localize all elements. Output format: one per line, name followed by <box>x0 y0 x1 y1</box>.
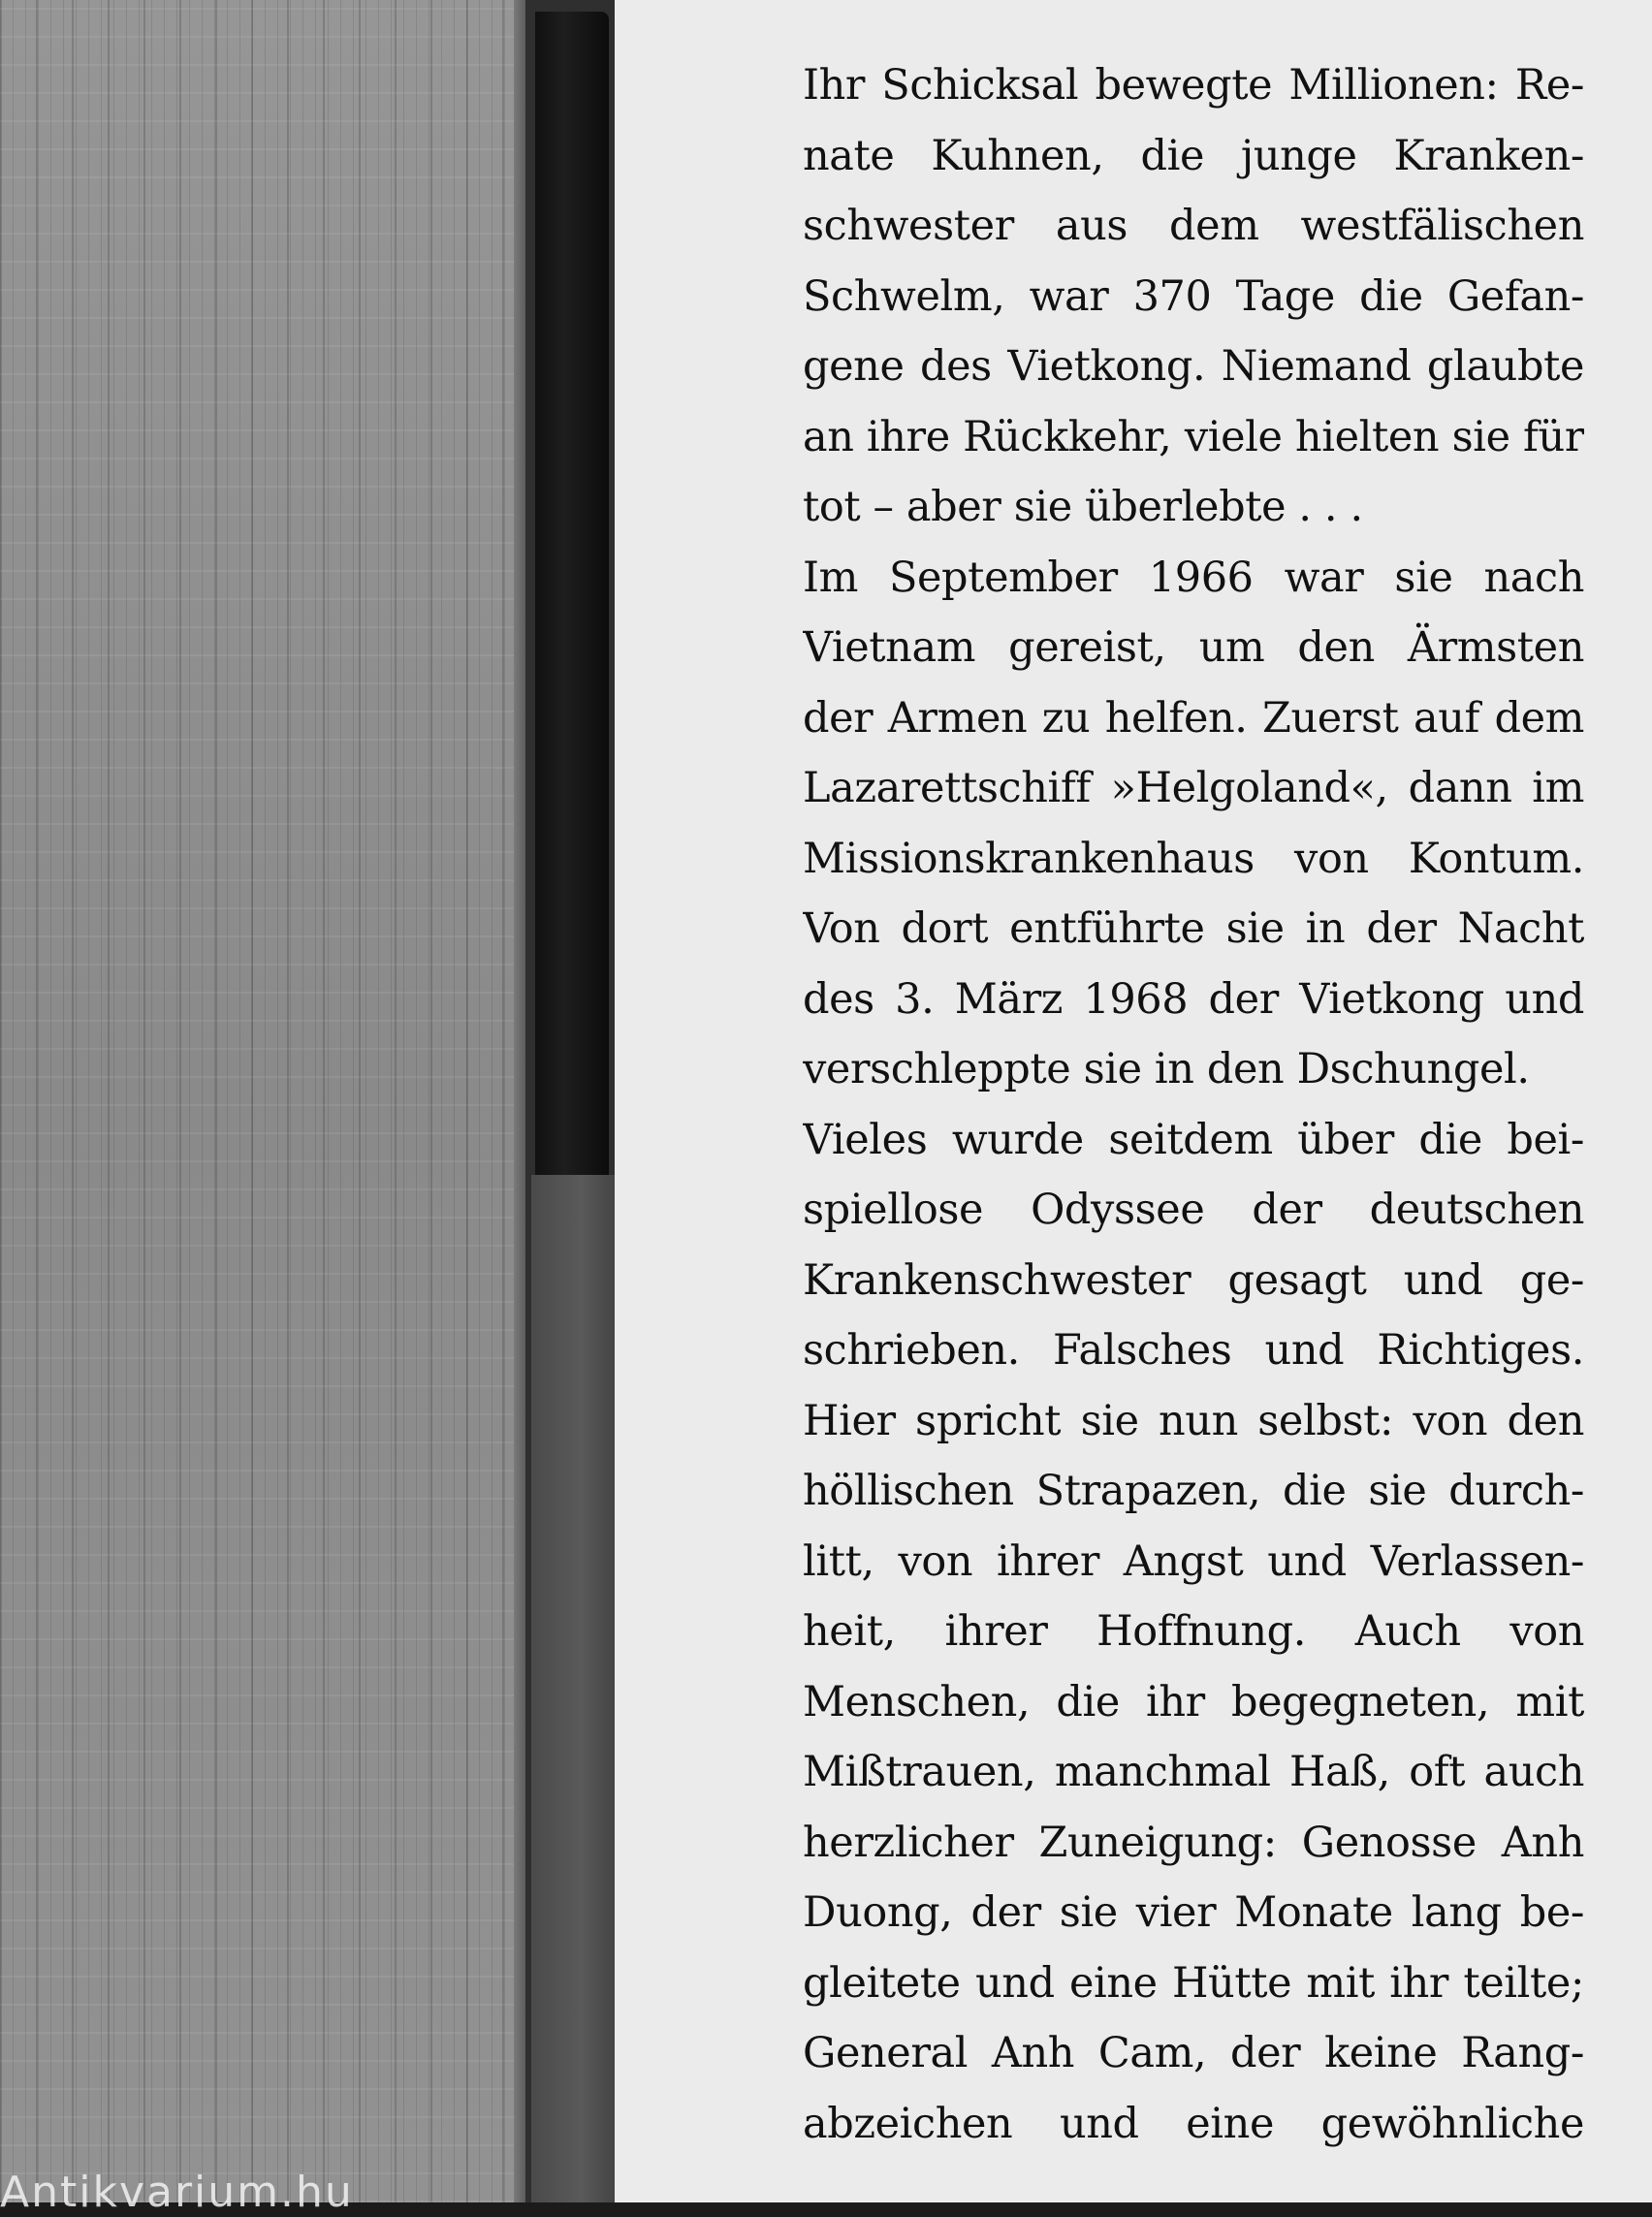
text-line: Vieles wurde seitdem über die bei- <box>803 1115 1584 1164</box>
text-line: an ihre Rückkehr, viele hielten sie für <box>803 412 1584 461</box>
cover-edge <box>514 0 525 2202</box>
text-line: Lazarettschiff »Helgoland«, dann im <box>803 764 1584 812</box>
text-line: Missionskrankenhaus von Kontum. <box>803 834 1584 883</box>
text-line: des 3. März 1968 der Vietkong und <box>803 974 1584 1024</box>
text-line: der Armen zu helfen. Zuerst auf dem <box>803 693 1584 743</box>
text-line: herzlicher Zuneigung: Genosse Anh <box>803 1818 1584 1867</box>
text-line: schwester aus dem westfälischen <box>803 202 1584 250</box>
text-line: Krankenschwester gesagt und ge- <box>803 1255 1584 1305</box>
text-line: heit, ihrer Hoffnung. Auch von <box>803 1607 1584 1656</box>
text-line: Von dort entführte sie in der Nacht <box>803 904 1584 953</box>
text-line: Ihr Schicksal bewegte Millionen: Re- <box>803 61 1584 110</box>
text-line: höllischen Strapazen, die sie durch- <box>803 1467 1584 1515</box>
text-line: Duong, der sie vier Monate lang be- <box>803 1888 1584 1937</box>
text-line: Schwelm, war 370 Tage die Gefan- <box>803 271 1584 321</box>
text-line: schrieben. Falsches und Richtiges. <box>803 1326 1584 1375</box>
spine-binding-band <box>535 12 609 1175</box>
book-cover-board <box>0 0 524 2202</box>
text-line: spiellose Odyssee der deutschen <box>803 1186 1584 1234</box>
text-line: General Anh Cam, der keine Rang- <box>803 2029 1584 2077</box>
text-line: Menschen, die ihr begegneten, mit <box>803 1677 1584 1726</box>
text-line: Mißtrauen, manchmal Haß, oft auch <box>803 1748 1584 1796</box>
text-line: verschleppte sie in den Dschungel. <box>803 1045 1530 1093</box>
text-line: tot – aber sie überlebte . . . <box>803 483 1363 531</box>
text-line: nate Kuhnen, die junge Kranken- <box>803 131 1584 180</box>
watermark-logo: Antikvarium.hu <box>0 2168 354 2217</box>
flap-blurb-text <box>803 50 1584 2159</box>
text-line: abzeichen und eine gewöhnliche <box>803 2099 1584 2148</box>
text-line: Hier spricht sie nun selbst: von den <box>803 1396 1584 1445</box>
text-line: litt, von ihrer Angst und Verlassen- <box>803 1536 1584 1586</box>
text-line: Vietnam gereist, um den Ärmsten <box>803 623 1584 672</box>
spine-lower-section <box>531 1175 615 2202</box>
text-line: gleitete und eine Hütte mit ihr teilte; <box>803 1958 1584 2008</box>
text-line: Im September 1966 war sie nach <box>803 553 1584 602</box>
text-line: gene des Vietkong. Niemand glaubte <box>803 342 1584 391</box>
